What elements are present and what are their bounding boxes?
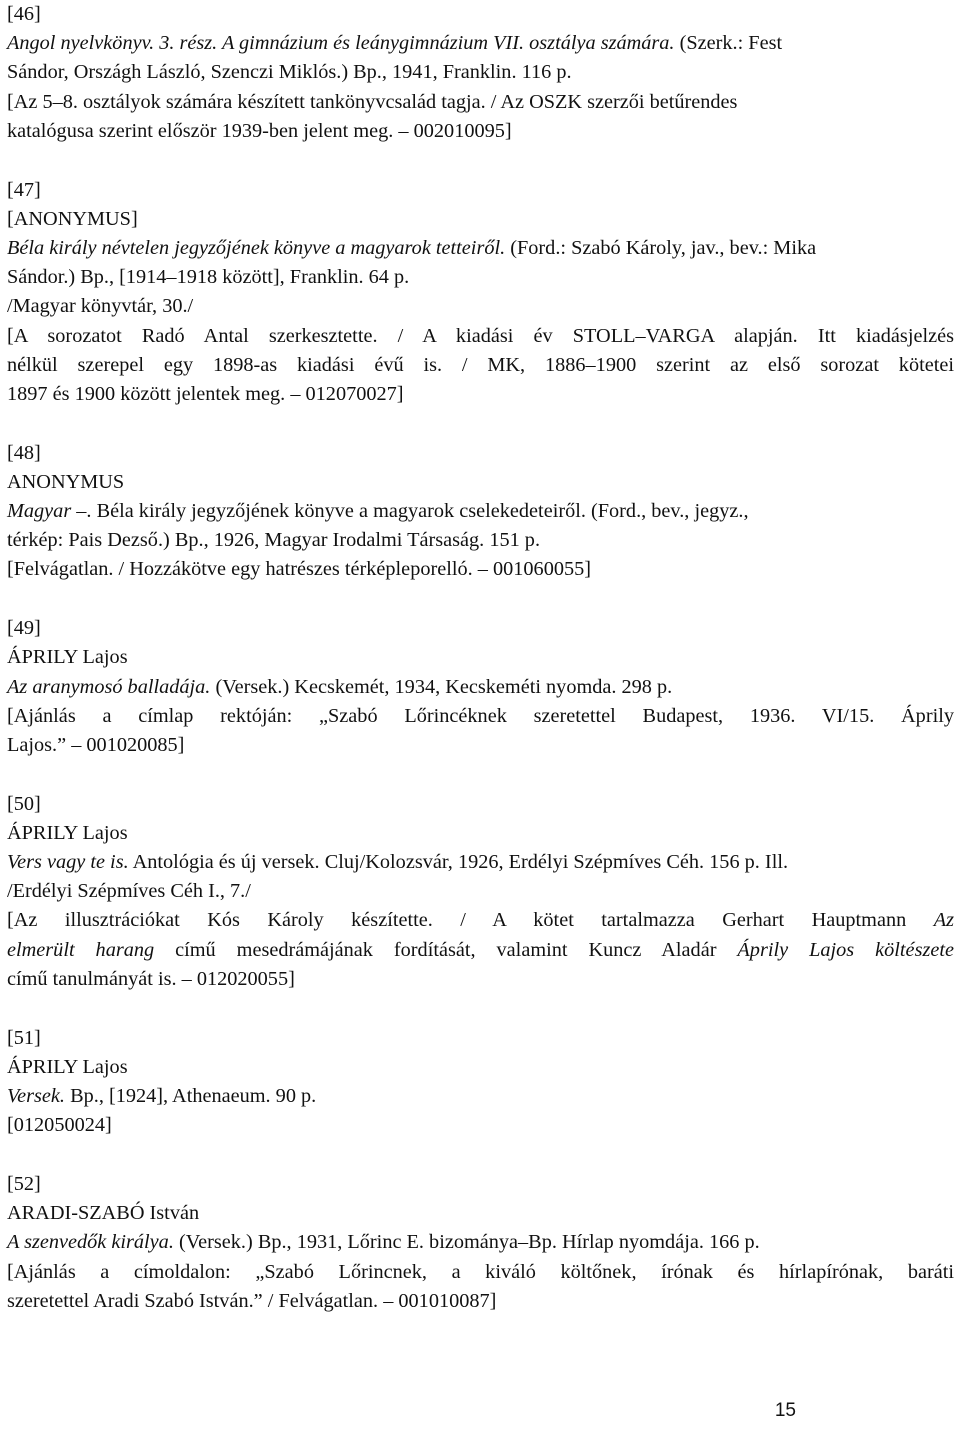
entry-46	[7, 0, 954, 146]
entry-line: térkép: Pais Dezső.) Bp., 1926, Magyar Irodalmi Társaság. 151 p.	[7, 529, 541, 552]
entry-note-text: [Az illusztrációkat Kós Károly készítette. / A kötet tartalmazza Gerhart Hauptmann	[7, 909, 934, 932]
entry-title: Versek.	[7, 1085, 66, 1107]
entry-title-rest: (Versek.) Kecskemét, 1934, Kecskeméti nyomda. 298 p.	[210, 675, 673, 698]
page-number: 15	[774, 1400, 796, 1421]
entry-note: [A sorozatot Radó Antal szerkesztette. / A kiadási év STOLL–VARGA alapján. Itt kiadásjelzés	[7, 324, 954, 347]
entry-note: [Az 5–8. osztályok számára készített tankönyvcsalád tagja. / Az OSZK szerzői betűrendes	[7, 90, 738, 113]
entry-note: [Ajánlás a címlap rektóján: „Szabó Lőrincéknek szeretettel Budapest, 1936. VI/15. Áprily	[7, 704, 954, 727]
entry-note: katalógusa szerint először 1939-ben jelent meg. – 002010095]	[7, 119, 512, 142]
entry-note-italic: Áprily Lajos költészete	[737, 938, 954, 961]
entry-number: [49]	[7, 617, 41, 640]
entry-note	[7, 906, 954, 935]
entry-note: [Ajánlás a címoldalon: „Szabó Lőrincnek, a kiváló költőnek, írónak és hírlapírónak, baráti	[7, 1260, 954, 1283]
entry-title: Magyar –	[7, 500, 87, 523]
entry-title-rest: (Versek.) Bp., 1931, Lőrinc E. bizománya–Bp. Hírlap nyomdája. 166 p.	[173, 1231, 760, 1254]
entry-47	[7, 176, 954, 410]
entry-title-line	[7, 1228, 954, 1257]
entry-title: A szenvedők királya.	[7, 1231, 174, 1254]
entry-note: nélkül szerepel egy 1898-as kiadási évű is. / MK, 1886–1900 szerint az első sorozat kötetei	[7, 353, 954, 376]
entry-title-rest: (Ford.: Szabó Károly, jav., bev.: Mika	[505, 236, 817, 259]
entry-number: [52]	[7, 1172, 41, 1195]
entry-author: ÁPRILY Lajos	[7, 646, 128, 669]
bibliography-page	[7, 0, 954, 1345]
entry-note-italic: elmerült harang	[7, 938, 155, 961]
entry-line: Sándor, Országh László, Szenczi Miklós.) Bp., 1941, Franklin. 116 p.	[7, 61, 572, 84]
entry-number: [46]	[7, 3, 41, 25]
entry-series: /Erdélyi Szépmíves Céh I., 7./	[7, 880, 251, 903]
entry-number: [47]	[7, 178, 41, 201]
entry-author: [ANONYMUS]	[7, 207, 138, 230]
entry-note	[7, 936, 954, 965]
entry-52	[7, 1170, 954, 1316]
entry-title-rest: Antológia és új versek. Cluj/Kolozsvár, 1926, Erdélyi Szépmíves Céh. 156 p. Ill.	[128, 851, 789, 874]
entry-note: Lajos.” – 001020085]	[7, 733, 185, 756]
entry-author: ARADI-SZABÓ István	[7, 1202, 200, 1225]
entry-title-rest: Bp., [1924], Athenaeum. 90 p.	[65, 1085, 317, 1107]
entry-note-text: című mesedrámájának fordítását, valamint Kuncz Aladár	[154, 938, 738, 961]
entry-title-line	[7, 848, 954, 877]
entry-title-line	[7, 29, 954, 58]
entry-title-line	[7, 1082, 954, 1111]
entry-note: [Felvágatlan. / Hozzákötve egy hatrészes térképleporelló. – 001060055]	[7, 558, 592, 581]
entry-note-italic: Az	[933, 909, 954, 932]
entry-title-line	[7, 234, 954, 263]
entry-title: Angol nyelvkönyv. 3. rész. A gimnázium és leánygimnázium VII. osztálya számára.	[7, 32, 675, 55]
entry-note: című tanulmányát is. – 012020055]	[7, 967, 295, 990]
entry-series: /Magyar könyvtár, 30./	[7, 295, 194, 318]
entry-author: ÁPRILY Lajos	[7, 821, 128, 844]
entry-title: Az aranymosó balladája.	[7, 675, 211, 698]
entry-51	[7, 1024, 954, 1141]
entry-note: 1897 és 1900 között jelentek meg. – 012070027]	[7, 382, 404, 405]
entry-title-line	[7, 497, 954, 526]
entry-number: [50]	[7, 792, 41, 815]
entry-author: ANONYMUS	[7, 470, 125, 493]
entry-title-rest: (Szerk.: Fest	[674, 32, 783, 55]
entry-number: [48]	[7, 441, 41, 464]
entry-48	[7, 439, 954, 585]
entry-note: [012050024]	[7, 1114, 112, 1137]
entry-49	[7, 614, 954, 760]
entry-line: Sándor.) Bp., [1914–1918 között], Franklin. 64 p.	[7, 266, 410, 289]
entry-title: Vers vagy te is.	[7, 851, 129, 874]
entry-title-line	[7, 673, 954, 702]
entry-note: szeretettel Aradi Szabó István.” / Felvágatlan. – 001010087]	[7, 1289, 497, 1312]
entry-50	[7, 790, 954, 994]
entry-author: ÁPRILY Lajos	[7, 1055, 128, 1078]
entry-title: Béla király névtelen jegyzőjének könyve a magyarok tetteiről.	[7, 236, 506, 259]
entry-title-rest: . Béla király jegyzőjének könyve a magyarok cselekedeteiről. (Ford., bev., jegyz.,	[86, 500, 749, 523]
entry-number: [51]	[7, 1026, 41, 1049]
